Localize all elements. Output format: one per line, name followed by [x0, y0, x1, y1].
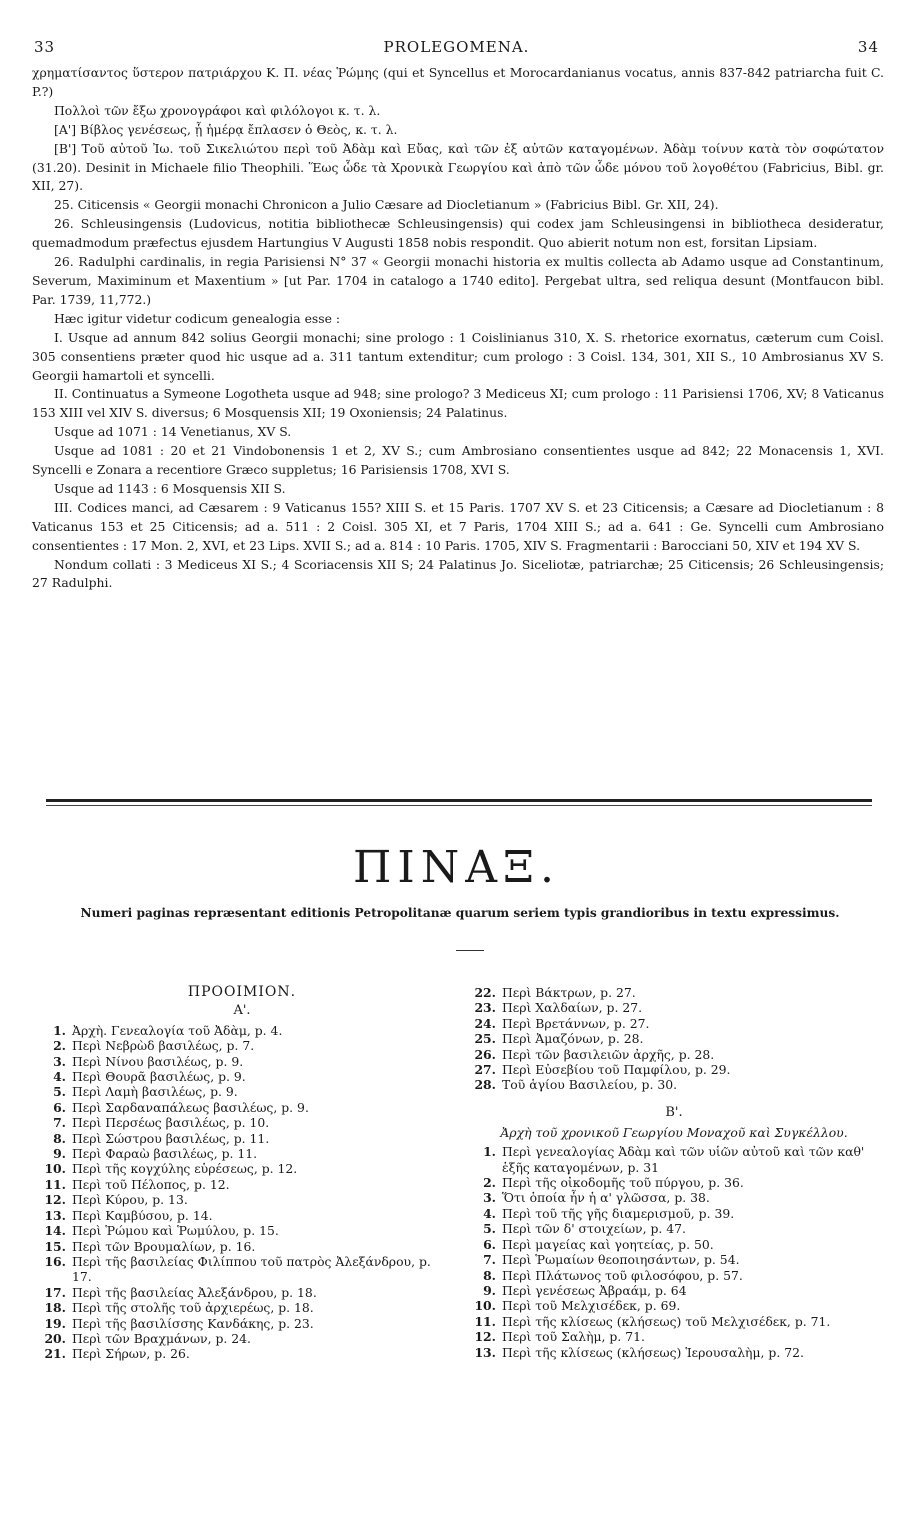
toc-entry-number: 6. [483, 1236, 496, 1252]
toc-entry-title: Περὶ Νεβρὼδ βασιλέως, p. 7. [72, 1038, 255, 1054]
toc-entry-title: Περὶ τοῦ Σαλὴμ, p. 71. [502, 1329, 645, 1345]
toc-entry-number: 9. [483, 1282, 496, 1298]
toc-entry-number: 12. [474, 1329, 496, 1345]
toc-entry-title: Ὅτι ὁποία ἦν ἡ α' γλῶσσα, p. 38. [502, 1190, 710, 1206]
toc-entry-title: Περὶ τῆς οἰκοδομῆς τοῦ πύργου, p. 36. [502, 1175, 744, 1191]
toc-entry [466, 1314, 882, 1329]
toc-entry [466, 1077, 882, 1092]
toc-entry [36, 1069, 448, 1084]
paragraph: [A'] Βίβλος γενέσεως, ᾗ ἡμέρᾳ ἔπλασεν ὁ Θεὸς, κ. τ. λ. [54, 121, 398, 137]
toc-entry [36, 1115, 448, 1130]
toc-entry [36, 1316, 448, 1331]
toc-entry-number: 3. [53, 1053, 66, 1069]
toc-entry [466, 1345, 882, 1360]
toc-entry [466, 1298, 882, 1313]
page-number-left: 33 [34, 38, 56, 56]
toc-list [466, 985, 882, 1093]
toc-entry [36, 1300, 448, 1315]
section-title: ΠΙΝΑΞ. [353, 842, 560, 893]
toc-entry-number: 22. [474, 985, 496, 1000]
toc-section-label: B'. [665, 1104, 683, 1120]
toc-entry [36, 1208, 448, 1223]
toc-entry-title: Περὶ Καμβύσου, p. 14. [72, 1207, 213, 1223]
toc-entry-title: Περὶ τῆς βασιλείας Φιλίππου τοῦ πατρὸς Ἀλεξάνδρου, p. 17. [72, 1253, 431, 1285]
paragraph: Usque ad 1143 : 6 Mosquensis XII S. [54, 480, 286, 496]
toc-entry [466, 1252, 882, 1267]
toc-entry-number: 3. [483, 1190, 496, 1206]
toc-entry [466, 1283, 882, 1298]
paragraph: [B'] Τοῦ αὐτοῦ Ἰω. τοῦ Σικελιώτου περὶ τοῦ Ἀδὰμ καὶ Εὔας, καὶ τῶν ἐξ αὐτῶν καταγομένων. Ἀδὰμ τοίνυν κατὰ τὸν σοφώτατον (31.20). Desinit in Michaele filio Theophili. Ἕως ὧδε τὰ Χρονικὰ Γεωργίου καὶ ἀπὸ τῶν ὧδε μόνου τοῦ λογοθέτου (Fabricius, Bibl. gr. XII, 27). [32, 140, 884, 194]
toc-heading: Ἀρχὴ τοῦ χρονικοῦ Γεωργίου Μοναχοῦ καὶ Συγκέλλου. [500, 1125, 848, 1141]
section-subtitle: Numeri paginas repræsentant editionis Petropolitanæ quarum seriem typis grandioribus in textu expressimus. [80, 906, 840, 920]
toc-entry-number: 13. [474, 1344, 496, 1360]
toc-entry-title: Περὶ τοῦ Μελχισέδεκ, p. 69. [502, 1298, 681, 1314]
divider-dash [456, 950, 484, 951]
toc-entry [466, 1237, 882, 1252]
toc-entry-number: 5. [53, 1084, 66, 1100]
toc-entry-title: Περὶ Κύρου, p. 13. [72, 1192, 188, 1208]
toc-entry-title: Περὶ τῆς κλίσεως (κλήσεως) τοῦ Μελχισέδεκ, p. 71. [502, 1313, 831, 1329]
paragraph: II. Continuatus a Symeone Logotheta usque ad 948; sine prologo? 3 Mediceus XI; cum prologo : 11 Parisiensi 1706, XV; 8 Vaticanus 153 XIII vel XIV S. diversus; 6 Mosquensis XII; 19 Oxoniensis; 24 Palatinus. [32, 386, 884, 421]
toc-entry-title: Περὶ τῶν Βρουμαλίων, p. 16. [72, 1238, 256, 1254]
toc-entry-title: Περὶ τῆς κλίσεως (κλήσεως) Ἱερουσαλὴμ, p. 72. [502, 1344, 804, 1360]
toc-entry-number: 4. [483, 1205, 496, 1221]
toc-entry [466, 1206, 882, 1221]
page-number-right: 34 [857, 38, 879, 56]
running-title: PROLEGOMENA. [383, 38, 530, 56]
toc-entry [36, 1285, 448, 1300]
paragraph: χρηματίσαντος ὕστερον πατριάρχου K. Π. νέας Ῥώμης (qui et Syncellus et Morocardanianus vocatus, annis 837-842 patriarcha fuit C. P.?) [32, 65, 884, 99]
toc-entry-number: 10. [44, 1161, 66, 1177]
toc-entry-title: Περὶ μαγείας καὶ γοητείας, p. 50. [502, 1236, 714, 1252]
toc-entry-number: 5. [483, 1221, 496, 1237]
paragraph: III. Codices manci, ad Cæsarem : 9 Vaticanus 155? XIII S. et 15 Paris. 1707 XV S. et 23 Citicensis; a Cæsare ad Diocletianum : 8 Vaticanus 153 et 25 Citicensis; ad a. 511 : 2 Coisl. 305 XI, et 7 Paris, 1704 XIII S.; ad a. 641 : Ge. Syncelli cum Ambrosiano consentientes : 17 Mon. 2, XVI, et 23 Lips. XVII S.; ad a. 814 : 10 Paris. 1705, XIV S. Fragmentarii : Barocciani 50, XIV et 194 XV S. [32, 499, 884, 553]
toc-entry-number: 19. [44, 1315, 66, 1331]
toc-entry-title: Περὶ Βάκτρων, p. 27. [502, 985, 636, 1000]
toc-entry-title: Περὶ Θουρᾶ βασιλέως, p. 9. [72, 1069, 246, 1085]
toc-entry-title: Περὶ τοῦ τῆς γῆς διαμερισμοῦ, p. 39. [502, 1205, 735, 1221]
toc-entry-number: 11. [474, 1313, 496, 1329]
toc-entry-title: Περὶ Σαρδαναπάλεως βασιλέως, p. 9. [72, 1099, 309, 1115]
toc-entry-number: 11. [44, 1176, 66, 1192]
toc-entry-title: Περὶ Εὐσεβίου τοῦ Παμφίλου, p. 29. [502, 1062, 731, 1078]
toc-entry-title: Περὶ Νίνου βασιλέως, p. 9. [72, 1053, 244, 1069]
toc-entry [36, 1131, 448, 1146]
toc-entry-number: 28. [474, 1077, 496, 1093]
toc-entry-title: Περὶ Φαραὼ βασιλέως, p. 11. [72, 1146, 258, 1162]
toc-entry-title: Περὶ τῶν δ' στοιχείων, p. 47. [502, 1221, 686, 1237]
toc-entry [466, 1144, 882, 1175]
toc-entry [36, 1192, 448, 1207]
paragraph: Hæc igitur videtur codicum genealogia esse : [54, 310, 341, 326]
toc-entry-number: 7. [483, 1252, 496, 1268]
toc-entry-number: 26. [474, 1046, 496, 1062]
toc-entry [36, 1038, 448, 1053]
toc-section-label: A'. [233, 1003, 251, 1019]
toc-entry-title: Περὶ Λαμὴ βασιλέως, p. 9. [72, 1084, 238, 1100]
toc-entry-title: Περὶ Περσέως βασιλέως, p. 10. [72, 1115, 270, 1131]
toc-entry-title: Περὶ γενέσεως Ἀβραάμ, p. 64 [502, 1282, 687, 1298]
toc-entry [466, 1047, 882, 1062]
toc-entry [36, 1100, 448, 1115]
toc-entry-number: 27. [474, 1062, 496, 1078]
toc-entry-number: 2. [483, 1175, 496, 1191]
toc-entry [36, 1054, 448, 1069]
toc-entry [36, 1223, 448, 1238]
toc-right-column [466, 985, 882, 1360]
toc-entry-number: 21. [44, 1346, 66, 1362]
toc-entry-number: 2. [53, 1038, 66, 1054]
paragraph: Πολλοὶ τῶν ἔξω χρονογράφοι καὶ φιλόλογοι κ. τ. λ. [54, 102, 381, 118]
toc-entry [466, 1062, 882, 1077]
divider-thick [46, 799, 872, 802]
toc-entry [36, 1161, 448, 1176]
paragraph: 26. Radulphi cardinalis, in regia Parisiensi N° 37 « Georgii monachi historia ex multis collecta ab Adamo usque ad Constantinum, Severum, Maximinum et Maxentium » [ut Par. 1704 in catalogo a 1740 edito]. Pergebat ultra, sed reliqua desunt (Montfaucon bibl. Par. 1739, 11,772.) [32, 254, 884, 307]
toc-left-column [36, 985, 448, 1362]
toc-entry-number: 13. [44, 1207, 66, 1223]
toc-entry-title: Περὶ Σώστρου βασιλέως, p. 11. [72, 1130, 270, 1146]
toc-list [466, 1144, 882, 1360]
toc-entry-title: Περὶ τῆς βασιλείας Ἀλεξάνδρου, p. 18. [72, 1284, 317, 1300]
toc-entry [466, 1000, 882, 1015]
toc-entry [466, 985, 882, 1000]
prolegomena-text [32, 64, 884, 593]
toc-entry-number: 9. [53, 1146, 66, 1162]
toc-entry-number: 12. [44, 1192, 66, 1208]
toc-entry-number: 23. [474, 1000, 496, 1016]
toc-entry-title: Περὶ τῆς βασιλίσσης Κανδάκης, p. 23. [72, 1315, 314, 1331]
toc-entry-title: Περὶ γενεαλογίας Ἀδὰμ καὶ τῶν υἱῶν αὐτοῦ καὶ τῶν καθ' ἑξῆς καταγομένων, p. 31 [502, 1144, 865, 1175]
toc-entry [36, 1254, 448, 1285]
toc-heading: ΠΡΟΟΙΜΙΟΝ. [187, 984, 297, 1000]
toc-entry-title: Ἀρχὴ. Γενεαλογία τοῦ Ἀδὰμ, p. 4. [72, 1022, 283, 1038]
toc-entry-number: 17. [44, 1284, 66, 1300]
toc-entry-title: Περὶ Σήρων, p. 26. [72, 1346, 190, 1362]
toc-entry [36, 1346, 448, 1361]
toc-entry-number: 18. [44, 1300, 66, 1316]
toc-entry-number: 1. [483, 1144, 496, 1160]
toc-entry [36, 1177, 448, 1192]
toc-entry-number: 25. [474, 1031, 496, 1047]
toc-entry [36, 1331, 448, 1346]
toc-entry-number: 24. [474, 1015, 496, 1031]
toc-entry-title: Περὶ τῆς στολῆς τοῦ ἀρχιερέως, p. 18. [72, 1300, 314, 1316]
toc-entry-number: 8. [483, 1267, 496, 1283]
toc-entry [466, 1329, 882, 1344]
toc-entry-title: Περὶ Ἀμαζόνων, p. 28. [502, 1031, 644, 1047]
toc-entry-number: 4. [53, 1069, 66, 1085]
toc-entry-number: 16. [44, 1253, 66, 1269]
toc-entry [466, 1190, 882, 1205]
toc-entry-number: 20. [44, 1330, 66, 1346]
running-header [34, 38, 879, 58]
toc-entry [36, 1239, 448, 1254]
toc-entry-title: Περὶ τοῦ Πέλοπος, p. 12. [72, 1176, 230, 1192]
toc-entry-title: Περὶ Βρετάννων, p. 27. [502, 1015, 650, 1031]
toc-entry-title: Περὶ τῶν βασιλειῶν ἀρχῆς, p. 28. [502, 1046, 715, 1062]
toc-entry-title: Περὶ τῶν Βραχμάνων, p. 24. [72, 1330, 251, 1346]
toc-entry-title: Περὶ τῆς κογχύλης εὑρέσεως, p. 12. [72, 1161, 298, 1177]
toc-entry-number: 7. [53, 1115, 66, 1131]
paragraph: I. Usque ad annum 842 solius Georgii monachi; sine prologo : 1 Coislinianus 310, X. S. rhetorice exornatus, cæterum cum Coisl. 305 consentiens præter quod hic usque ad a. 311 tantum extenditur; cum prologo : 3 Coisl. 134, 301, XII S., 10 Ambrosianus XV S. Georgii hamartoli et syncelli. [32, 329, 884, 383]
paragraph: 26. Schleusingensis (Ludovicus, notitia bibliothecæ Schleusingensis) qui codex jam Schleusingensi in bibliotheca desideratur, quemadmodum præfectus ejusdem Hartungius V Augusti 1858 nobis respondit. Quo abierit notum non est, forsitan Lipsiam. [32, 216, 884, 251]
toc-entry-number: 8. [53, 1130, 66, 1146]
toc-entry-number: 10. [474, 1298, 496, 1314]
toc-entry-number: 1. [53, 1022, 66, 1038]
toc-entry-title: Περὶ Ῥώμου καὶ Ῥωμύλου, p. 15. [72, 1223, 279, 1239]
toc-entry [36, 1146, 448, 1161]
toc-entry [466, 1221, 882, 1236]
paragraph: Usque ad 1081 : 20 et 21 Vindobonensis 1 et 2, XV S.; cum Ambrosiano consentientes usque ad 842; 22 Monacensis 1, XVI. Syncelli e Zonara a recentiore Græco suppletus; 16 Parisiensis 1708, XVI S. [32, 443, 884, 478]
toc-list [36, 1023, 448, 1362]
toc-entry-title: Περὶ Χαλδαίων, p. 27. [502, 1000, 643, 1016]
paragraph: Nondum collati : 3 Mediceus XI S.; 4 Scoriacensis XII S; 24 Palatinus Jo. Siceliotæ, patriarchæ; 25 Citicensis; 26 Schleusingensis; 27 Radulphi. [32, 556, 884, 591]
toc-entry [466, 1268, 882, 1283]
toc-entry [466, 1031, 882, 1046]
toc-entry-title: Περὶ Πλάτωνος τοῦ φιλοσόφου, p. 57. [502, 1267, 743, 1283]
toc-entry-number: 14. [44, 1223, 66, 1239]
toc-entry [466, 1016, 882, 1031]
toc-entry-number: 15. [44, 1238, 66, 1254]
paragraph: 25. Citicensis « Georgii monachi Chronicon a Julio Cæsare ad Diocletianum » (Fabricius Bibl. Gr. XII, 24). [54, 197, 719, 213]
toc-entry [466, 1175, 882, 1190]
toc-entry [36, 1023, 448, 1038]
toc-entry [36, 1084, 448, 1099]
toc-entry-number: 6. [53, 1099, 66, 1115]
toc-entry-title: Περὶ Ῥωμαίων θεοποιησάντων, p. 54. [502, 1252, 740, 1268]
paragraph: Usque ad 1071 : 14 Venetianus, XV S. [54, 424, 292, 440]
divider-thin [46, 805, 872, 806]
toc-entry-title: Τοῦ ἁγίου Βασιλείου, p. 30. [502, 1077, 678, 1093]
